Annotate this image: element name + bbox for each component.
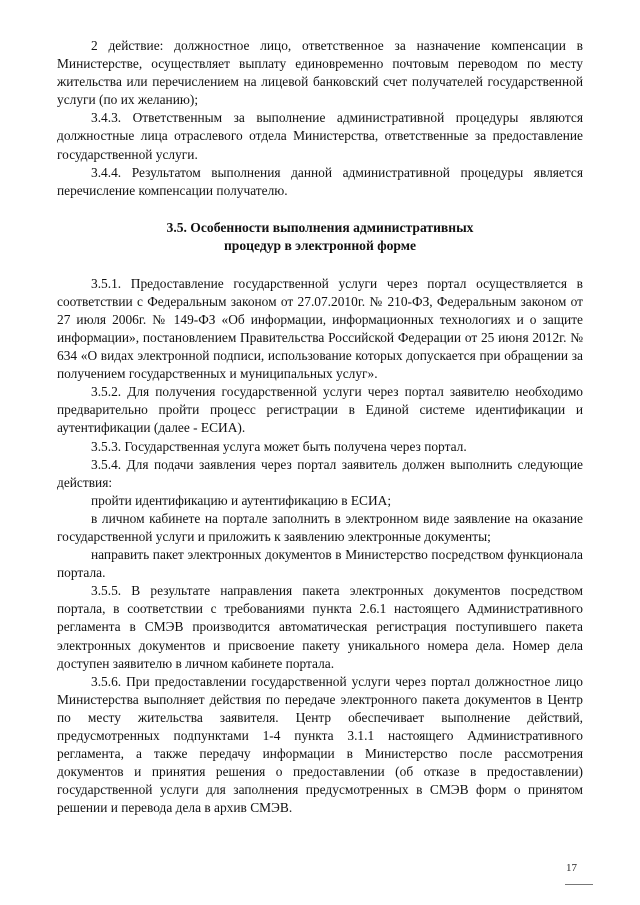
page-number: 17: [566, 862, 577, 874]
section-heading-line-1: 3.5. Особенности выполнения административных: [166, 219, 474, 235]
footer-rule: [565, 884, 593, 885]
document-page: [57, 37, 583, 817]
paragraph-3-5-3: 3.5.3. Государственная услуга может быть получена через портал.: [91, 438, 467, 454]
paragraph-3-4-4: 3.4.4. Результатом выполнения данной административной процедуры является перечисление компенсации получателю.: [57, 164, 583, 198]
paragraph-3-4-3: 3.4.3. Ответственным за выполнение административной процедуры являются должностные лица отраслевого отдела Министерства, ответственные за предоставление государственной услуги.: [57, 110, 583, 162]
paragraph-3-5-6: 3.5.6. При предоставлении государственной услуги через портал должностное лицо Министерства выполняет действия по передаче электронного пакета документов в Центр по месту жительства заявителя. Центр обеспечивает выполнение действий, предусмотренных подпунктами 1-4 пункта 3.1.1 настоящего Административного регламента, а также передачу информации в Министерство после рассмотрения документов и принятия решения о предоставлении (об отказе в предоставлении) государственной услуги для заполнения предусмотренных в СМЭВ форм о принятом решении и перевода дела в архив СМЭВ.: [57, 673, 583, 816]
paragraph-2-action: 2 действие: должностное лицо, ответственное за назначение компенсации в Министерстве, осуществляет выплату единовременно почтовым переводом по месту жительства или перечислением на лицевой банковский счет получателей государственной услуги (по их желанию);: [57, 38, 583, 108]
list-item-send-package: направить пакет электронных документов в Министерство посредством функционала портала.: [57, 547, 583, 581]
paragraph-3-5-1: 3.5.1. Предоставление государственной услуги через портал осуществляется в соответствии с Федеральным законом от 27.07.2010г. № 210-ФЗ, Федеральным законом от 27 июля 2006г. № 149-ФЗ «Об информации, информационных технологиях и о защите информации», постановлением Правительства Российской Федерации от 25 июня 2012г. № 634 «О видах электронной подписи, использование которых допускается при обращении за получением государственных и муниципальных услуг».: [57, 275, 583, 382]
list-item-personal-cabinet: в личном кабинете на портале заполнить в электронном виде заявление на оказание государственной услуги и приложить к заявлению электронные документы;: [57, 510, 583, 544]
list-item-esia: пройти идентификацию и аутентификацию в ЕСИА;: [91, 492, 392, 508]
paragraph-3-5-2: 3.5.2. Для получения государственной услуги через портал заявителю необходимо предварительно пройти процесс регистрации в Единой системе идентификации и аутентификации (далее - ЕСИА).: [57, 384, 583, 436]
paragraph-3-5-4: 3.5.4. Для подачи заявления через портал заявитель должен выполнить следующие действия:: [57, 456, 583, 490]
section-heading-line-2: процедур в электронной форме: [223, 238, 417, 254]
paragraph-3-5-5: 3.5.5. В результате направления пакета электронных документов посредством портала, в соответствии с требованиями пункта 2.6.1 настоящего Административного регламента в СМЭВ производится автоматическая регистрация поступившего пакета электронных документов и присвоение пакету уникального номера дела. Номер дела доступен заявителю в личном кабинете портала.: [57, 583, 583, 671]
section-heading-3-5: [57, 219, 583, 256]
